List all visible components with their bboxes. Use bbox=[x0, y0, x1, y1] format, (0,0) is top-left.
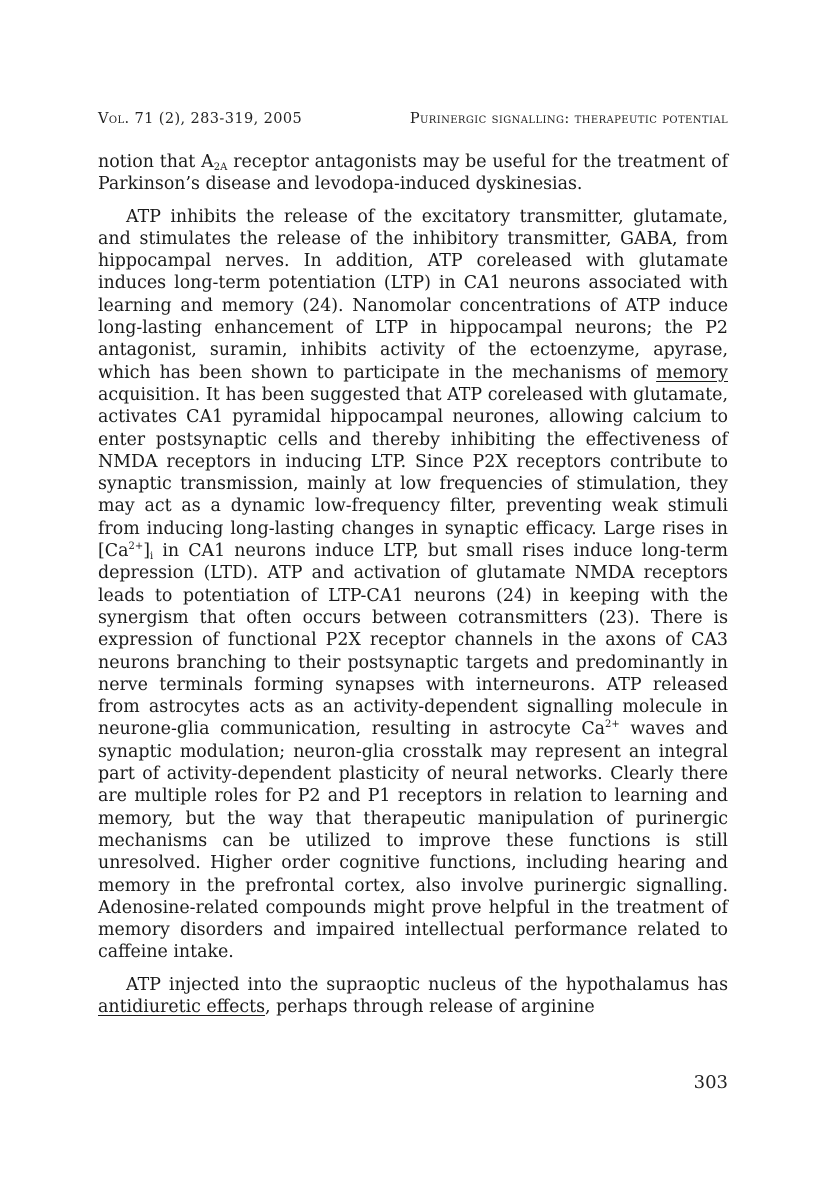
page-number: 303 bbox=[693, 1072, 728, 1093]
para2-text-c: ] bbox=[143, 541, 151, 562]
para1-text-b: receptor antagonists may be useful for the treatment of Parkinson’s disease and levodopa-induced dyskinesias. bbox=[98, 152, 729, 195]
para2-text-e: waves and synaptic modulation; neuron-glia crosstalk may represent an integral part of activity-dependent plasticity of neural networks. Clearly there are multiple roles for P2 and P1 receptors in relation to learning and memory, but the way that therapeutic manipulation of purinergic mechanisms can be utilized to improve these functions is still unresolved. Higher order cognitive functions, including hearing and memory in the prefrontal cortex, also involve purinergic signalling. Adenosine-related compounds might prove helpful in the treatment of memory disorders and impaired intellectual performance related to caffeine intake. bbox=[98, 719, 728, 963]
running-header bbox=[98, 111, 728, 127]
running-header-right: Purinergic signalling: therapeutic potential bbox=[409, 111, 728, 127]
para2-text-d: in CA1 neurons induce LTP, but small rises induce long-term depression (LTD). ATP and activation of glutamate NMDA receptors leads to potentiation of LTP-CA1 neurons (24) in keeping with the synergism that often occurs between cotransmitters (23). There is expression of functional P2X receptor channels in the axons of CA3 neurons branching to their postsynaptic targets and predominantly in nerve terminals forming synapses with interneurons. ATP released from astrocytes acts as an activity-dependent signalling molecule in neurone-glia communication, resulting in astrocyte Ca bbox=[98, 541, 728, 740]
running-header-left: Vol. 71 (2), 283-319, 2005 bbox=[98, 111, 303, 127]
body-text bbox=[98, 151, 728, 1028]
para3-text-a: ATP injected into the supraoptic nucleus of the hypothalamus has bbox=[126, 974, 728, 995]
para2-text-a: ATP inhibits the release of the excitatory transmitter, glutamate, and stimulates the release of the inhibitory transmitter, GABA, from hippocampal nerves. In addition, ATP coreleased with glutamate induces long-term potentiation (LTP) in CA1 neurons associated with learning and memory (24). Nanomolar concentrations of ATP induce long-lasting enhancement of LTP in hippocampal neurons; the P2 antagonist, suramin, inhibits activity of the ectoenzyme, apyrase, which has been shown to participate in the mechanisms of bbox=[98, 206, 728, 383]
paragraph-2 bbox=[98, 206, 728, 964]
para1-subscript: 2A bbox=[213, 162, 228, 173]
para3-text-b: , perhaps through release of arginine bbox=[265, 996, 595, 1017]
para2-subscript-i: i bbox=[150, 551, 154, 563]
underlined-antidiuretic-effects: antidiuretic effects bbox=[98, 996, 266, 1017]
para1-text-a: notion that A bbox=[98, 152, 214, 172]
underlined-memory: memory bbox=[656, 362, 728, 383]
para2-text-b: acquisition. It has been suggested that ATP coreleased with glutamate, activates CA1 pyramidal hippocampal neurones, allowing calcium to enter postsynaptic cells and thereby inhibiting the effectiveness of NMDA receptors in inducing LTP. Since P2X receptors contribute to synaptic transmission, mainly at low frequencies of stimulation, they may act as a dynamic low-frequency filter, preventing weak stimuli from inducing long-lasting changes in synaptic efficacy. Large rises in [Ca bbox=[98, 384, 728, 562]
paragraph-3 bbox=[98, 974, 728, 1019]
para2-superscript-1: 2+ bbox=[128, 541, 144, 553]
paragraph-1 bbox=[98, 151, 728, 196]
para2-superscript-2: 2+ bbox=[605, 719, 620, 731]
